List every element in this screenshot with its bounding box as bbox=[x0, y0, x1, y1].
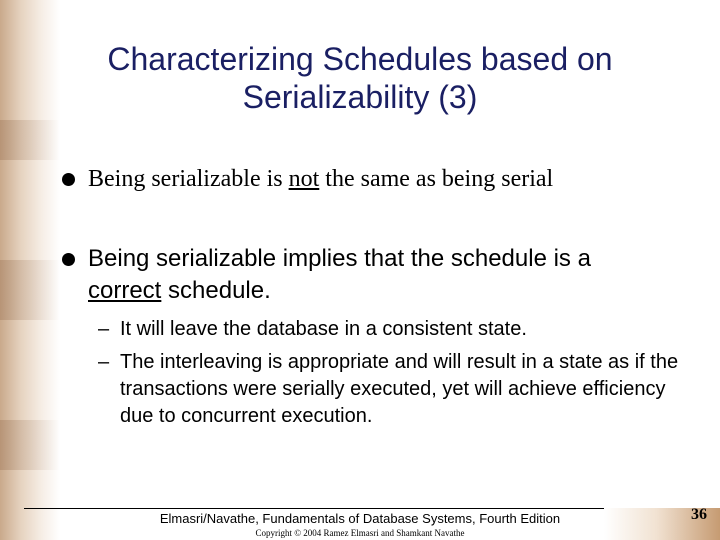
bullet-serializable-not-serial bbox=[62, 163, 682, 195]
bullet1-underlined: not bbox=[288, 166, 320, 192]
sub-bullet-dash: – bbox=[98, 351, 110, 373]
slide-title bbox=[60, 40, 660, 116]
title-line-1: Characterizing Schedules based on bbox=[107, 41, 613, 77]
bullet-text bbox=[88, 243, 682, 307]
footer-divider bbox=[24, 508, 604, 509]
bullet-text bbox=[88, 163, 682, 195]
page-number: 36 bbox=[691, 506, 707, 523]
decorative-side-image bbox=[0, 0, 60, 540]
footer-book-title: Elmasri/Navathe, Fundamentals of Database Systems, Fourth Edition bbox=[159, 511, 561, 526]
sub-bullet-dash: – bbox=[98, 318, 110, 340]
sub-bullet-consistent-state bbox=[98, 316, 688, 343]
sub-bullet-interleaving bbox=[98, 349, 688, 430]
bullet-dot bbox=[62, 173, 75, 186]
bullet1-after: the same as being serial bbox=[319, 166, 554, 192]
footer-copyright: Copyright © 2004 Ramez Elmasri and Shamkant Navathe bbox=[255, 528, 465, 538]
title-line-2: Serializability (3) bbox=[242, 79, 478, 115]
bullet2-line1: Being serializable implies that the schedule is a bbox=[88, 245, 591, 272]
bullet1-before: Being serializable is bbox=[88, 166, 289, 192]
bullet-serializable-correct bbox=[62, 243, 682, 307]
sub-bullet-text: It will leave the database in a consistent state. bbox=[120, 318, 527, 340]
bullet2-after: schedule. bbox=[161, 277, 271, 304]
bullet2-underlined: correct bbox=[88, 277, 162, 304]
bullet-dot bbox=[62, 253, 75, 266]
sub-bullet-text: The interleaving is appropriate and will result in a state as if the transactions were serially executed, yet will achieve efficiency due to concurrent execution. bbox=[120, 351, 679, 427]
